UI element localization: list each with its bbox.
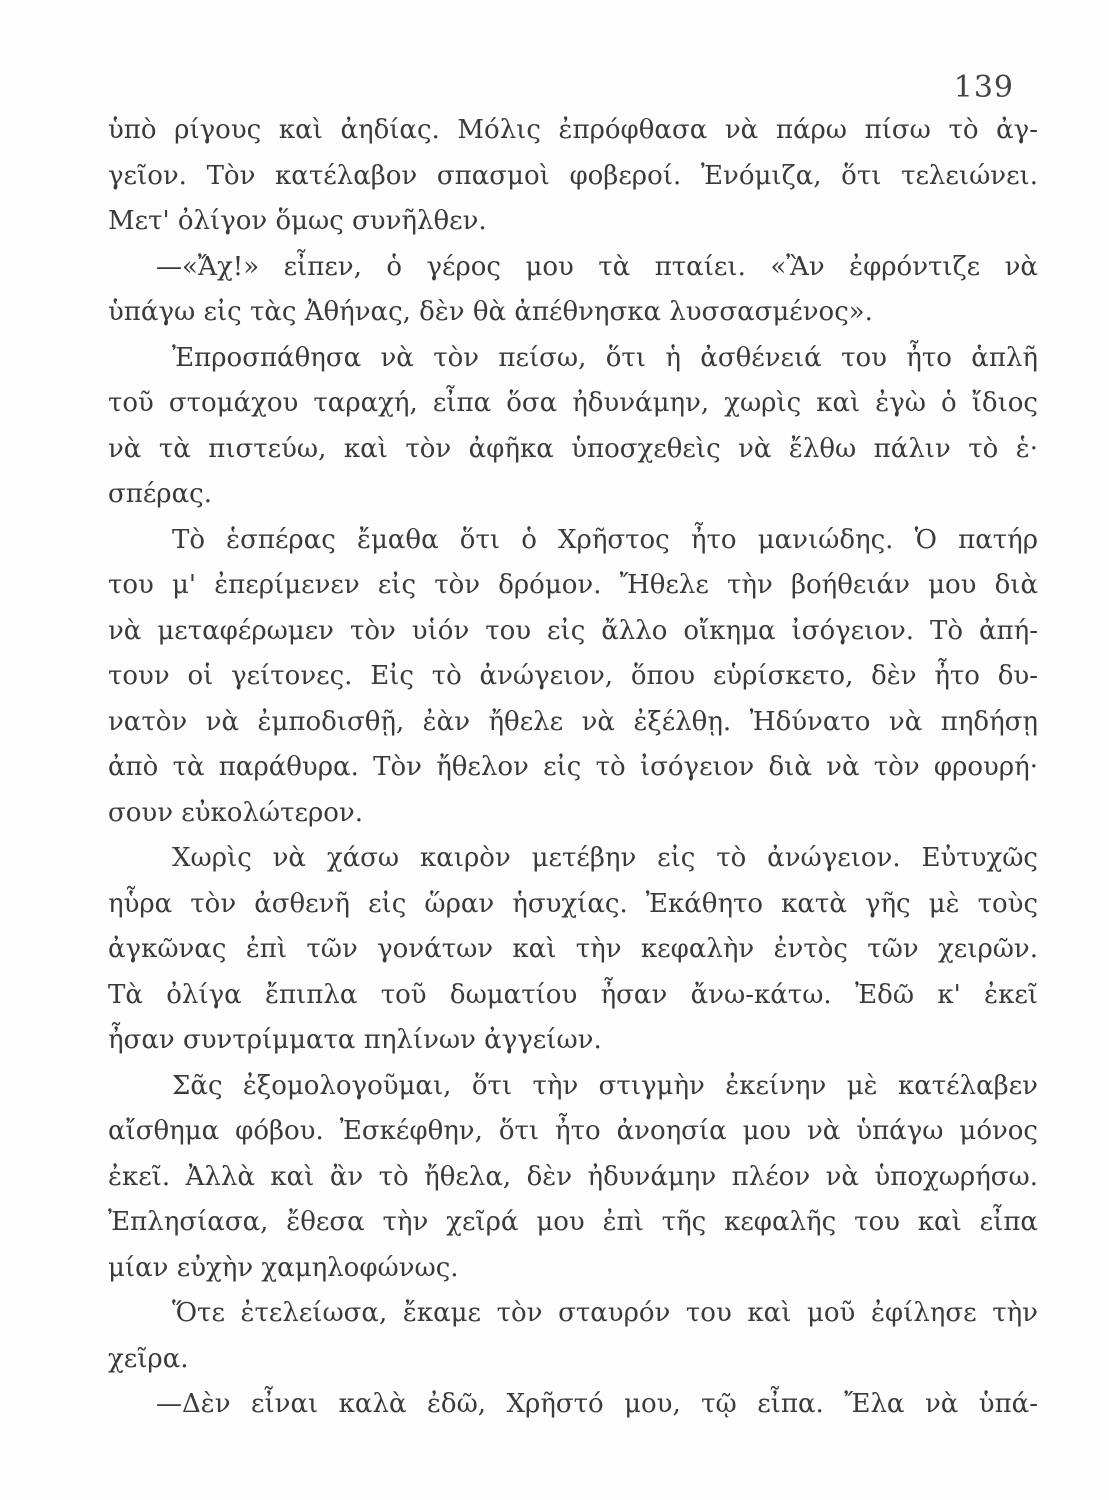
body-text (108, 108, 1038, 1428)
text-line: Χωρὶς νὰ χάσω καιρὸν μετέβην εἰς τὸ ἀνώγειον. Εὐτυχῶς (172, 843, 1038, 873)
text-line: τουν οἱ γείτονες. Εἰς τὸ ἀνώγειον, ὅπου εὑρίσκετο, δὲν ἦτο δυ- (108, 661, 1038, 691)
text-line: Ἐπροσπάθησα νὰ τὸν πείσω, ὅτι ἡ ἀσθένειά του ἦτο ἁπλῆ (172, 342, 1038, 373)
text-line: Σᾶς ἐξομολογοῦμαι, ὅτι τὴν στιγμὴν ἐκείνην μὲ κατέλαβεν (172, 1070, 1038, 1101)
text-line: σπέρας. (108, 479, 212, 509)
text-line: αἴσθημα φόβου. Ἐσκέφθην, ὅτι ἦτο ἀνοησία μου νὰ ὑπάγω μόνος (108, 1116, 1038, 1146)
page-number: 139 (953, 70, 1014, 105)
text-line: Ὅτε ἐτελείωσα, ἔκαμε τὸν σταυρόν του καὶ μοῦ ἐφίλησε τὴν (172, 1298, 1038, 1328)
text-line: ἦσαν συντρίμματα πηλίνων ἀγγείων. (108, 1025, 602, 1055)
text-line: —Δὲν εἶναι καλὰ ἐδῶ, Χρῆστό μου, τῷ εἶπα. Ἔλα νὰ ὑπά- (156, 1389, 1038, 1419)
text-line: χεῖρα. (108, 1343, 189, 1374)
text-line: Μετ' ὀλίγον ὅμως συνῆλθεν. (108, 206, 487, 236)
text-line: σουν εὐκολώτερον. (108, 797, 363, 828)
text-line: νὰ τὰ πιστεύω, καὶ τὸν ἀφῆκα ὑποσχεθεὶς νὰ ἔλθω πάλιν τὸ ἑ· (108, 433, 1038, 464)
text-line: νὰ μεταφέρωμεν τὸν υἱόν του εἰς ἄλλο οἴκημα ἰσόγειον. Τὸ ἀπή- (108, 615, 1038, 646)
text-line: Τὸ ἑσπέρας ἔμαθα ὅτι ὁ Χρῆστος ἦτο μανιώδης. Ὁ πατήρ (172, 524, 1038, 555)
text-line: του μ' ἐπερίμενεν εἰς τὸν δρόμον. Ἤθελε τὴν βοήθειάν μου διὰ (108, 570, 1038, 600)
text-line: ἐκεῖ. Ἀλλὰ καὶ ἂν τὸ ἤθελα, δὲν ἠδυνάμην πλέον νὰ ὑποχωρήσω. (108, 1161, 1038, 1192)
text-line: μίαν εὐχὴν χαμηλοφώνως. (108, 1252, 459, 1283)
text-line: —«Ἄχ!» εἶπεν, ὁ γέρος μου τὰ πταίει. «Ἂν ἐφρόντιζε νὰ (156, 251, 1038, 282)
text-line: ὑπάγω εἰς τὰς Ἀθήνας, δὲν θὰ ἀπέθνησκα λυσσασμένος». (108, 297, 873, 327)
text-line: ἀγκῶνας ἐπὶ τῶν γονάτων καὶ τὴν κεφαλὴν ἐντὸς τῶν χειρῶν. (108, 934, 1038, 964)
text-line: ἀπὸ τὰ παράθυρα. Τὸν ἤθελον εἰς τὸ ἰσόγειον διὰ νὰ τὸν φρουρή· (108, 752, 1038, 782)
text-line: νατὸν νὰ ἐμποδισθῇ, ἐὰν ἤθελε νὰ ἐξέλθῃ. Ἠδύνατο νὰ πηδήσῃ (108, 706, 1038, 737)
text-line: Ἐπλησίασα, ἔθεσα τὴν χεῖρά μου ἐπὶ τῆς κεφαλῆς του καὶ εἶπα (108, 1207, 1038, 1237)
text-line: ὑπὸ ρίγους καὶ ἀηδίας. Μόλις ἐπρόφθασα νὰ πάρω πίσω τὸ ἀγ- (108, 115, 1038, 145)
text-line: τοῦ στομάχου ταραχή, εἶπα ὅσα ἠδυνάμην, χωρὶς καὶ ἐγὼ ὁ ἴδιος (108, 388, 1038, 418)
text-line: Τὰ ὀλίγα ἔπιπλα τοῦ δωματίου ἦσαν ἄνω-κάτω. Ἐδῶ κ' ἐκεῖ (108, 979, 1038, 1010)
text-line: γεῖον. Τὸν κατέλαβον σπασμοὶ φοβεροί. Ἐνόμιζα, ὅτι τελειώνει. (108, 160, 1038, 191)
text-line: ηὗρα τὸν ἀσθενῆ εἰς ὥραν ἡσυχίας. Ἐκάθητο κατὰ γῆς μὲ τοὺς (108, 888, 1038, 919)
